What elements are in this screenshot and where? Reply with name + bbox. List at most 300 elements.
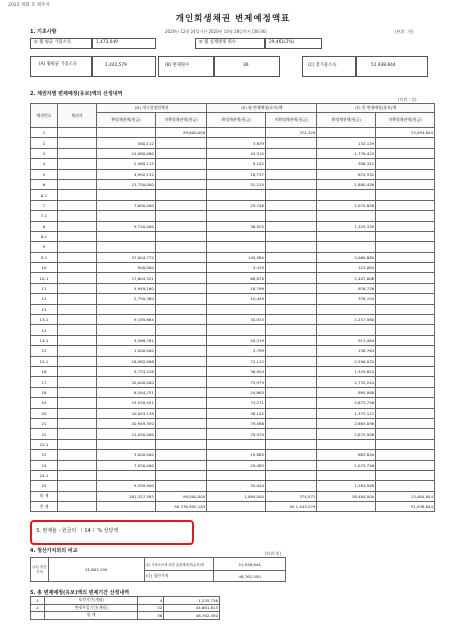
table-cell [376, 366, 435, 376]
row-number: 8 [31, 221, 58, 231]
row-number: 22-1 [31, 439, 58, 449]
table-cell [266, 387, 317, 397]
table-row [31, 159, 435, 169]
table-cell [97, 439, 156, 449]
table-cell [57, 366, 96, 376]
table-cell [376, 211, 435, 221]
table-cell [317, 190, 376, 200]
table-cell [376, 398, 435, 408]
table-cell [376, 294, 435, 304]
months-label-box [195, 38, 265, 49]
table-cell [266, 346, 317, 356]
table-cell: 4,949,160 [97, 283, 156, 293]
table-cell: 보전기간(개월) [44, 597, 137, 605]
table-cell [155, 429, 206, 439]
liq-r2-label: (나) 청산가치 [144, 571, 214, 582]
table-cell [376, 418, 435, 428]
row-number: 9-1 [31, 252, 58, 262]
table-cell: 74,271 [207, 398, 266, 408]
table-cell: 683,820 [317, 450, 376, 460]
table-cell: 895,068 [317, 387, 376, 397]
table-cell: 1,257,560 [317, 315, 376, 325]
table-cell: 90 376,992,183 [155, 502, 206, 512]
table-cell [376, 408, 435, 418]
table-cell [155, 211, 206, 221]
table-cell: 36,954 [207, 366, 266, 376]
table-cell [155, 450, 206, 460]
table-cell [57, 273, 96, 283]
table-row [31, 429, 435, 439]
table-cell [207, 190, 266, 200]
table-row [31, 221, 435, 231]
table-cell [376, 481, 435, 491]
table-cell: 1,880,456 [317, 179, 376, 189]
table-row [31, 387, 435, 397]
row-number: 4 [31, 159, 58, 169]
table-cell [57, 211, 96, 221]
months-value-box [265, 38, 322, 49]
table-cell [376, 356, 435, 366]
table-row [31, 346, 435, 356]
table-cell [155, 408, 206, 418]
table-cell [155, 242, 206, 252]
table-row [31, 439, 435, 449]
row-number: 21 [31, 418, 58, 428]
table-cell: 51,938,844 [376, 502, 435, 512]
table-cell: 38,142 [207, 408, 266, 418]
table-cell [376, 304, 435, 314]
income-value: 1,473,049 [96, 40, 118, 45]
table-cell [376, 263, 435, 273]
table-cell [155, 179, 206, 189]
table-cell: 2,480,115 [97, 159, 156, 169]
table-cell [266, 377, 317, 387]
table-row [31, 211, 435, 221]
table-cell: 9,723,226 [97, 366, 156, 376]
table-cell: 99,600,000 [155, 128, 206, 138]
table-cell [266, 429, 317, 439]
table-cell: 35,044 [207, 481, 266, 491]
table-cell [57, 304, 96, 314]
table-cell: 123,084 [317, 263, 376, 273]
table-cell [57, 408, 96, 418]
table-cell [57, 450, 96, 460]
table-cell [207, 211, 266, 221]
table-row [31, 242, 435, 252]
table-cell [57, 398, 96, 408]
table-cell [97, 502, 156, 512]
table-cell [266, 138, 317, 148]
table-row [31, 263, 435, 273]
table-cell [376, 325, 435, 335]
table-cell: 674,532 [317, 169, 376, 179]
row-number: 24-1 [31, 470, 58, 480]
table-cell: 20,949,350 [97, 418, 156, 428]
table-cell [57, 169, 96, 179]
table-cell: 376,154 [317, 294, 376, 304]
table-cell: 10,043,138 [97, 408, 156, 418]
table-row [31, 491, 435, 501]
table-cell: 4 [138, 597, 164, 605]
table-cell [376, 148, 435, 158]
table-cell [266, 242, 317, 252]
row-number: 7-1 [31, 211, 58, 221]
table-cell: 19,885 [207, 450, 266, 460]
table-row [31, 169, 435, 179]
table-cell [57, 179, 96, 189]
c-label: (C) 총가용소득 [308, 63, 337, 68]
table-cell [266, 294, 317, 304]
table-cell: 2,872,908 [317, 429, 376, 439]
table-cell [57, 481, 96, 491]
table-cell [155, 356, 206, 366]
liq-left-label: (나) 청산 가치 [31, 558, 49, 582]
table-row [31, 418, 435, 428]
table-cell [97, 325, 156, 335]
col-d2: 미확정채권액(원금) [155, 113, 206, 128]
table-cell: 9,195,664 [97, 315, 156, 325]
table-cell: 48,762,550 [164, 612, 220, 620]
table-cell [155, 398, 206, 408]
table-cell [266, 315, 317, 325]
table-row [31, 604, 220, 612]
row-number: 총 계 [31, 502, 58, 512]
income-label-box [30, 38, 92, 49]
table-cell [155, 470, 206, 480]
table-cell [376, 387, 435, 397]
table-cell [266, 148, 317, 158]
table-cell: 374,329 [266, 128, 317, 138]
c-value-box [356, 56, 428, 77]
table-cell: 911,464 [317, 335, 376, 345]
row-number: 24 [31, 460, 58, 470]
table-cell [31, 612, 45, 620]
table-cell: 3,679 [207, 138, 266, 148]
table-cell: 580,112 [97, 138, 156, 148]
page-title: 개인회생채권 변제예정액표 [175, 14, 291, 24]
table-cell [376, 283, 435, 293]
table-row [31, 408, 435, 418]
section1-unit: (단위 : 원) [395, 29, 414, 34]
table-cell: 1,235,736 [164, 597, 220, 605]
table-cell [266, 304, 317, 314]
income-value-box [92, 38, 156, 49]
table-cell: 36,925 [207, 221, 266, 231]
table-cell: 4,992,132 [97, 169, 156, 179]
table-cell [266, 325, 317, 335]
table-cell [155, 263, 206, 273]
table-row [31, 450, 435, 460]
table-cell [266, 252, 317, 262]
table-cell: 29,746 [207, 200, 266, 210]
months-value: 29,461(2%) [269, 40, 295, 45]
row-number: 16 [31, 366, 58, 376]
table-cell: 9,359,900 [97, 481, 156, 491]
table-cell: 1,776,423 [317, 148, 376, 158]
table-cell [376, 138, 435, 148]
c-value: 51,938,844 [371, 63, 396, 68]
table-cell: 5,060,880 [317, 252, 376, 262]
table-cell [376, 439, 435, 449]
table-cell: 13,484,844 [376, 491, 435, 501]
table-cell [317, 325, 376, 335]
table-cell [266, 335, 317, 345]
col-e1: 확정채권액(원금) [207, 113, 266, 128]
table-cell: 79,586 [207, 418, 266, 428]
table-cell [317, 304, 376, 314]
table-cell [266, 190, 317, 200]
table-row [31, 315, 435, 325]
table-cell [97, 128, 156, 138]
table-cell [155, 335, 206, 345]
row-number: 2 [31, 138, 58, 148]
col-group-e: (E) 월 변제예정(유보)액 [207, 104, 317, 113]
table-cell [376, 335, 435, 345]
row-number: 9 [31, 242, 58, 252]
row-number: 1 [31, 128, 58, 138]
table-cell: 20,000,000 [97, 377, 156, 387]
table-cell [317, 128, 376, 138]
table-cell: 18,982,066 [97, 356, 156, 366]
table-cell: 32 [138, 604, 164, 612]
table-cell: 6,544,751 [97, 387, 156, 397]
table-cell: 356,312 [317, 159, 376, 169]
table-cell [57, 491, 96, 501]
col-e2: 미확정채권액(원금) [266, 113, 317, 128]
table-row [31, 366, 435, 376]
table-cell [266, 408, 317, 418]
row-number: 6-1 [31, 190, 58, 200]
table-cell [155, 304, 206, 314]
table-cell [155, 169, 206, 179]
table-cell [376, 460, 435, 470]
table-cell: 3,419 [207, 263, 266, 273]
row-number: 14-1 [31, 335, 58, 345]
a-label-box [30, 56, 92, 77]
table-cell [57, 470, 96, 480]
table-cell [266, 169, 317, 179]
table-cell [376, 190, 435, 200]
table-cell [266, 366, 317, 376]
b-label-box [158, 56, 214, 77]
table-cell [97, 231, 156, 241]
period-table [30, 596, 220, 620]
table-cell [266, 231, 317, 241]
table-row [31, 273, 435, 283]
table-row [31, 335, 435, 345]
liq-left-value: 31,802,190 [48, 558, 144, 582]
row-number: 5 [31, 169, 58, 179]
creditor-table [30, 103, 435, 512]
table-row [31, 325, 435, 335]
months-label: ② 월 실제변제 횟수 [199, 40, 237, 45]
table-row [31, 470, 435, 480]
table-cell: 17,604,321 [97, 273, 156, 283]
row-number: 합 계 [31, 491, 58, 501]
table-cell [266, 356, 317, 366]
table-cell: 2,750,380 [97, 294, 156, 304]
table-cell: 1,329,339 [317, 221, 376, 231]
liq-r1-value: 51,938,844 [214, 558, 286, 571]
income-label: ① 월 평균 가용소득 [34, 40, 72, 45]
table-cell [57, 502, 96, 512]
table-row [31, 294, 435, 304]
table-cell: 1,284,948 [317, 481, 376, 491]
table-cell: 1,000,000 [97, 346, 156, 356]
table-cell [376, 429, 435, 439]
table-cell [155, 325, 206, 335]
table-cell: 44,681,813 [164, 604, 220, 612]
table-cell: 37,004,772 [97, 252, 156, 262]
table-cell: 66,878 [207, 273, 266, 283]
table-cell: 12,080,080 [97, 148, 156, 158]
table-cell: 합 계 [44, 612, 137, 620]
row-number: 14 [31, 325, 58, 335]
table-cell [155, 294, 206, 304]
table-cell: 34,933 [207, 315, 266, 325]
table-cell [57, 429, 96, 439]
table-cell [57, 190, 96, 200]
table-cell [57, 148, 96, 158]
col-f2: 미확정채권액(원금) [376, 113, 435, 128]
table-cell: 136,764 [317, 346, 376, 356]
table-row [31, 398, 435, 408]
table-cell [155, 200, 206, 210]
table-cell [57, 325, 96, 335]
table-cell: 13,494,844 [376, 128, 435, 138]
table-cell [155, 273, 206, 283]
table-cell: 19,550,451 [97, 398, 156, 408]
table-cell: 75,979 [207, 377, 266, 387]
section2-heading: 2. 채권자별 변제예정(유보)액의 산정내역 [30, 91, 123, 97]
table-cell [207, 439, 266, 449]
liq-r1-label: (C) 가용소득에 의한 총변제예정(유보)액 [144, 558, 214, 571]
table-cell [376, 159, 435, 169]
row-number: 13-1 [31, 315, 58, 325]
table-cell [376, 315, 435, 325]
row-number: 8-1 [31, 231, 58, 241]
col-f1: 확정채권액(원금) [317, 113, 376, 128]
table-cell: 2,673,756 [317, 398, 376, 408]
table-cell [155, 439, 206, 449]
table-cell [155, 418, 206, 428]
table-cell [57, 460, 96, 470]
table-cell [57, 418, 96, 428]
table-cell [155, 387, 206, 397]
table-cell [376, 377, 435, 387]
table-cell [376, 221, 435, 231]
table-cell [376, 242, 435, 252]
row-number: 12 [31, 294, 58, 304]
table-cell [57, 128, 96, 138]
table-cell: 2,865,096 [317, 418, 376, 428]
table-cell: 1,070,856 [317, 200, 376, 210]
table-cell [57, 252, 96, 262]
table-cell [266, 460, 317, 470]
c-label-box [302, 56, 356, 77]
table-cell: 374,572 [266, 491, 317, 501]
table-cell: 3,000,000 [97, 450, 156, 460]
table-cell [317, 211, 376, 221]
section1-heading: 1. 기초사항 [30, 29, 57, 35]
table-cell [57, 387, 96, 397]
table-cell [97, 470, 156, 480]
table-cell [317, 439, 376, 449]
table-cell [155, 231, 206, 241]
table-cell [207, 128, 266, 138]
table-cell [57, 221, 96, 231]
table-row [31, 179, 435, 189]
table-cell [57, 377, 96, 387]
table-cell: 10,449 [207, 294, 266, 304]
row-number: 7 [31, 200, 58, 210]
table-cell [57, 356, 96, 366]
table-cell [207, 231, 266, 241]
table-cell [155, 283, 206, 293]
table-cell: 9,720,000 [97, 221, 156, 231]
table-cell: 1 [31, 597, 45, 605]
table-cell [266, 159, 317, 169]
table-row [31, 481, 435, 491]
table-cell [376, 470, 435, 480]
table-cell [57, 231, 96, 241]
table-cell [57, 346, 96, 356]
table-row [31, 612, 220, 620]
table-row [31, 148, 435, 158]
table-cell: 1,069,000 [207, 491, 266, 501]
row-number: 15-1 [31, 356, 58, 366]
table-cell: 2,407,608 [317, 273, 376, 283]
col-creditor: 채권자 [57, 104, 96, 128]
row-number: 17 [31, 377, 58, 387]
table-cell: 1,373,112 [317, 408, 376, 418]
table-cell: 99,000,000 [155, 491, 206, 501]
table-row [31, 190, 435, 200]
table-row [31, 200, 435, 210]
table-cell: 24,863 [207, 387, 266, 397]
table-cell: 29,483 [207, 460, 266, 470]
col-no: 채권번호 [31, 104, 58, 128]
table-row [31, 283, 435, 293]
table-cell [155, 481, 206, 491]
table-row [31, 356, 435, 366]
table-cell [376, 200, 435, 210]
section4-heading: 4. 청산가치와의 비교 [30, 548, 78, 554]
table-cell [57, 315, 96, 325]
table-cell: 900,000 [97, 263, 156, 273]
table-cell [317, 502, 376, 512]
table-cell: 20,319 [207, 335, 266, 345]
table-cell: 18,799 [207, 283, 266, 293]
table-cell [376, 252, 435, 262]
table-cell [155, 190, 206, 200]
table-cell: 7,930,000 [97, 460, 156, 470]
table-cell: 21,050,000 [97, 429, 156, 439]
b-value-box [214, 56, 280, 77]
table-row [31, 377, 435, 387]
section1-dates: 2020년 12월 24일기산 2020년 10월 28일까지 [36-36] [165, 29, 267, 34]
table-cell [266, 211, 317, 221]
table-cell [57, 283, 96, 293]
table-cell [155, 460, 206, 470]
table-cell [376, 179, 435, 189]
table-cell: 5,568,761 [97, 335, 156, 345]
a-value: 1,442,579 [105, 63, 127, 68]
table-cell [317, 231, 376, 241]
row-number: 11 [31, 283, 58, 293]
highlight-box [30, 520, 194, 545]
table-cell: 변제투입기간(개월) [44, 604, 137, 612]
